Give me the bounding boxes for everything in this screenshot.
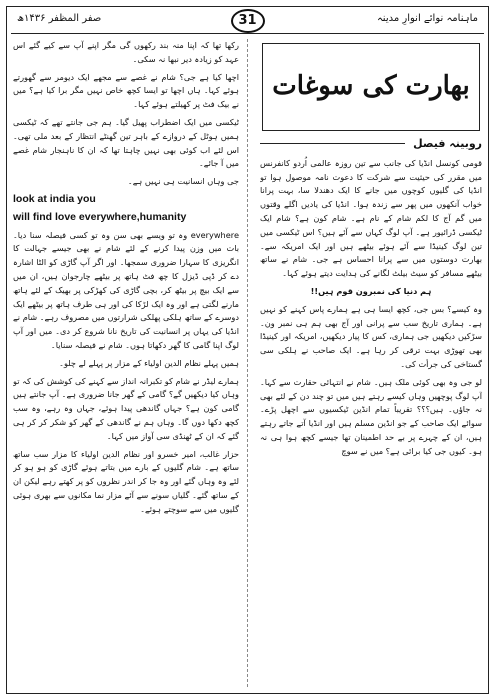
title-box xyxy=(262,43,480,131)
english-line: will find love everywhere,humanity xyxy=(13,210,187,223)
paragraph: ہمارے لیڈر نے شام کو تکبرانہ انداز سے کہنے کی کوشش کی کہ تو وہاں کیا دیکھیں گے؟ گامی کے گھر جانا ضروری ہے۔ آپ جانتے ہیں گامی کون ہے؟ جہاں گاندھی پیدا ہوئے، جہاں وہ رہے، وہ سب کچھ دکھا دوں گا۔ وہاں ہم نے گاندھی کے گھر کو شکر کر کر ہی گئے کہ ان کے ٹھنڈی سی آواز میں کہا۔ xyxy=(13,375,239,441)
magazine-page xyxy=(6,6,489,694)
paragraph: لو جی وہ بھی کوئی ملک ہیں۔ شام نے انتہائی حقارت سے کہا۔ آپ لوگ پوچھیں وہاں کیسے رہتے ہیں میں تو چند دن کے لئے بھی نہ جاؤں۔ ہیں؟؟؟ تقریباً تمام انڈین ٹیکسیوں سے اچھل پڑے۔ سوائے ایک صاحب کے جو انڈین مسلم ہیں اور انڈیا آتے جاتے رہتے ہیں، ان کے چہرے پر بے حد اطمینان تھا جیسے کچھ ہوا ہی نہ ہو۔ کیوں جی کیا برائی ہے؟ میں نے سوچ xyxy=(260,376,482,456)
right-column xyxy=(260,39,482,687)
page-number: 31 xyxy=(231,9,265,33)
article-title: بھارت کی سوغات xyxy=(272,71,470,102)
paragraph: ہم دنیا کی نمبرون قوم ہیں!! xyxy=(310,285,432,296)
left-column xyxy=(13,39,239,687)
paragraph: ہمیں پہلے نظام الدین اولیاء کے مزار پر پہلے لے چلو۔ xyxy=(59,357,239,368)
english-line: look at india you xyxy=(13,192,96,205)
paragraph: everywhere وہ تو ویسے بھی سن وہ تو کسی فیصلہ سنا دیا۔ بات میں وزن پیدا کرنے کے لئے شام نے بھی جیسے جہالت کا انگریزی کا سہارا ضروری سمجھا۔ اور اگر آپ گاڑی کو الٹا اشارہ دے کر ڈپی ڈیزل کا چھ فٹ ہاتھ پر بیٹھے چارجوان ہیں، ان میں سے ایک بیچ پر بیٹھ کر، بچی گاڑی کی کھڑکی پر بھیک کے لئے ہاتھ مارنے لگتی ہے اور وہ ایک لڑکا کی اور ہی طرف ہاتھ پر بیٹھے ایک دوسرے کے ساتھ ہلکی پھلکی شرارتوں میں مصروف رہے۔ شام نے انڈیا کی یہاں پر انسانیت کی تاریخ نانا شروع کر دی۔ میں اور آپ لوگ اپنا گامی کا گھر دکھاتا ہوں۔ شام نے فیصلہ سنایا۔ xyxy=(13,229,239,350)
magazine-name: ماہنامہ نوائے انوارِ مدینہ xyxy=(376,13,478,24)
paragraph: جی وہاں انسانیت ہی نہیں ہے۔ xyxy=(127,176,239,187)
header-rule xyxy=(11,33,484,34)
column-divider xyxy=(247,39,248,687)
byline xyxy=(260,137,482,151)
paragraph: رکھا تھا کہ اپنا منہ بند رکھوں گی مگر اپنے آپ سے کیے گئے اس عہد کو زیادہ دیر نبھا نہ سکی۔ xyxy=(13,40,239,64)
paragraph: قومی کونسل انڈیا کی جانب سے تین روزہ عالمی اُردو کانفرنس میں مقرر کی حیثیت سے شرکت کا دعوت نامہ موصول ہوا تو انڈیا کی گلیوں کوچوں میں جانے کا ایک دھندلا سا، بہت پرانا خواب آنکھوں میں پھر سے زندہ ہوا۔ انڈیا کی یادیں اگلے وقتوں میں گم آج کا لکم شام کے نام ہے۔ شام کون ہے؟ شام ایک ٹیکسی ڈرائیور ہے۔ آپ لوگ کہاں سے آئے ہیں؟ اس ٹیکسی میں تین لوگ کینیڈا سے آئے ہوئے بیٹھے ہیں اور ایک امریکہ سے۔ بھارت دوستوں میں سے پرانا احساس ہے جی۔ شام نے ساتھ بیٹھے مسافر کو سیٹ بیلٹ لگانے کی ہدایت دیتے ہوئے کہا۔ xyxy=(260,157,482,279)
issue-date: صفر المظفر ۱۴۳۶ھ xyxy=(17,13,102,24)
paragraph: اچھا کیا ہے جی؟ شام نے غصے سے مجھے ایک دیومر سے گھورتے ہوئے کہا۔ ہاں اچھا تو ایسا کچھ خاص نہیں مگر برا کیا ہے؟ میں نے بیک فٹ پر کھیلتے ہوئے کہا۔ xyxy=(13,71,239,110)
byline-rule xyxy=(260,143,405,144)
author-name: روبینہ فیصل xyxy=(413,137,482,150)
paragraph: وہ کیسے؟ بس جی، کچھ ایسا ہی ہے ہمارے پاس کہنے کو نہیں ہے۔ ہماری تاریخ سب سے پرانی اور آج بھی ہم ہی نمبر ون۔ سڑکیں دیکھیں جی ہماری، کس کا پیار دیکھیں، امریکہ اور کینیڈا بھی تھوڑی بہت ترقی کر رہا ہے۔ ایک صاحب نے ہلکی سی گستاخی کی جرأت کی۔ xyxy=(260,303,482,369)
paragraph: حزار غالب، امیر خسرو اور نظام الدین اولیاء کا مزار سب ساتھ ساتھ ہے۔ شام گلیوں کے بارے میں بتاتے ہوئے گاڑی کو ہو ہو کر لئے وہ وہاں گئے اور وہ جا کر اندر نظروں کو پر کھتے رہے لیکن ان کے ساتھ گئے۔ گلیاں سونے سے آئے مزار نما مکانوں سے بھری ہوئی گلیوں میں سے سوچتے ہوئے۔ xyxy=(13,448,239,514)
paragraph: ٹیکسی میں ایک اضطراب پھیل گیا۔ ہم جی جانتے تھے کہ ٹیکسی ہمیں ہوٹل کے دروازے کے باہر تین گھنٹے انتظار کے بعد ملی تھی۔ اس لئے اب کوئی بھی نہیں چاہتا تھا کہ ان کا ناہنجار شام غصے میں آ جائے۔ xyxy=(13,116,239,169)
